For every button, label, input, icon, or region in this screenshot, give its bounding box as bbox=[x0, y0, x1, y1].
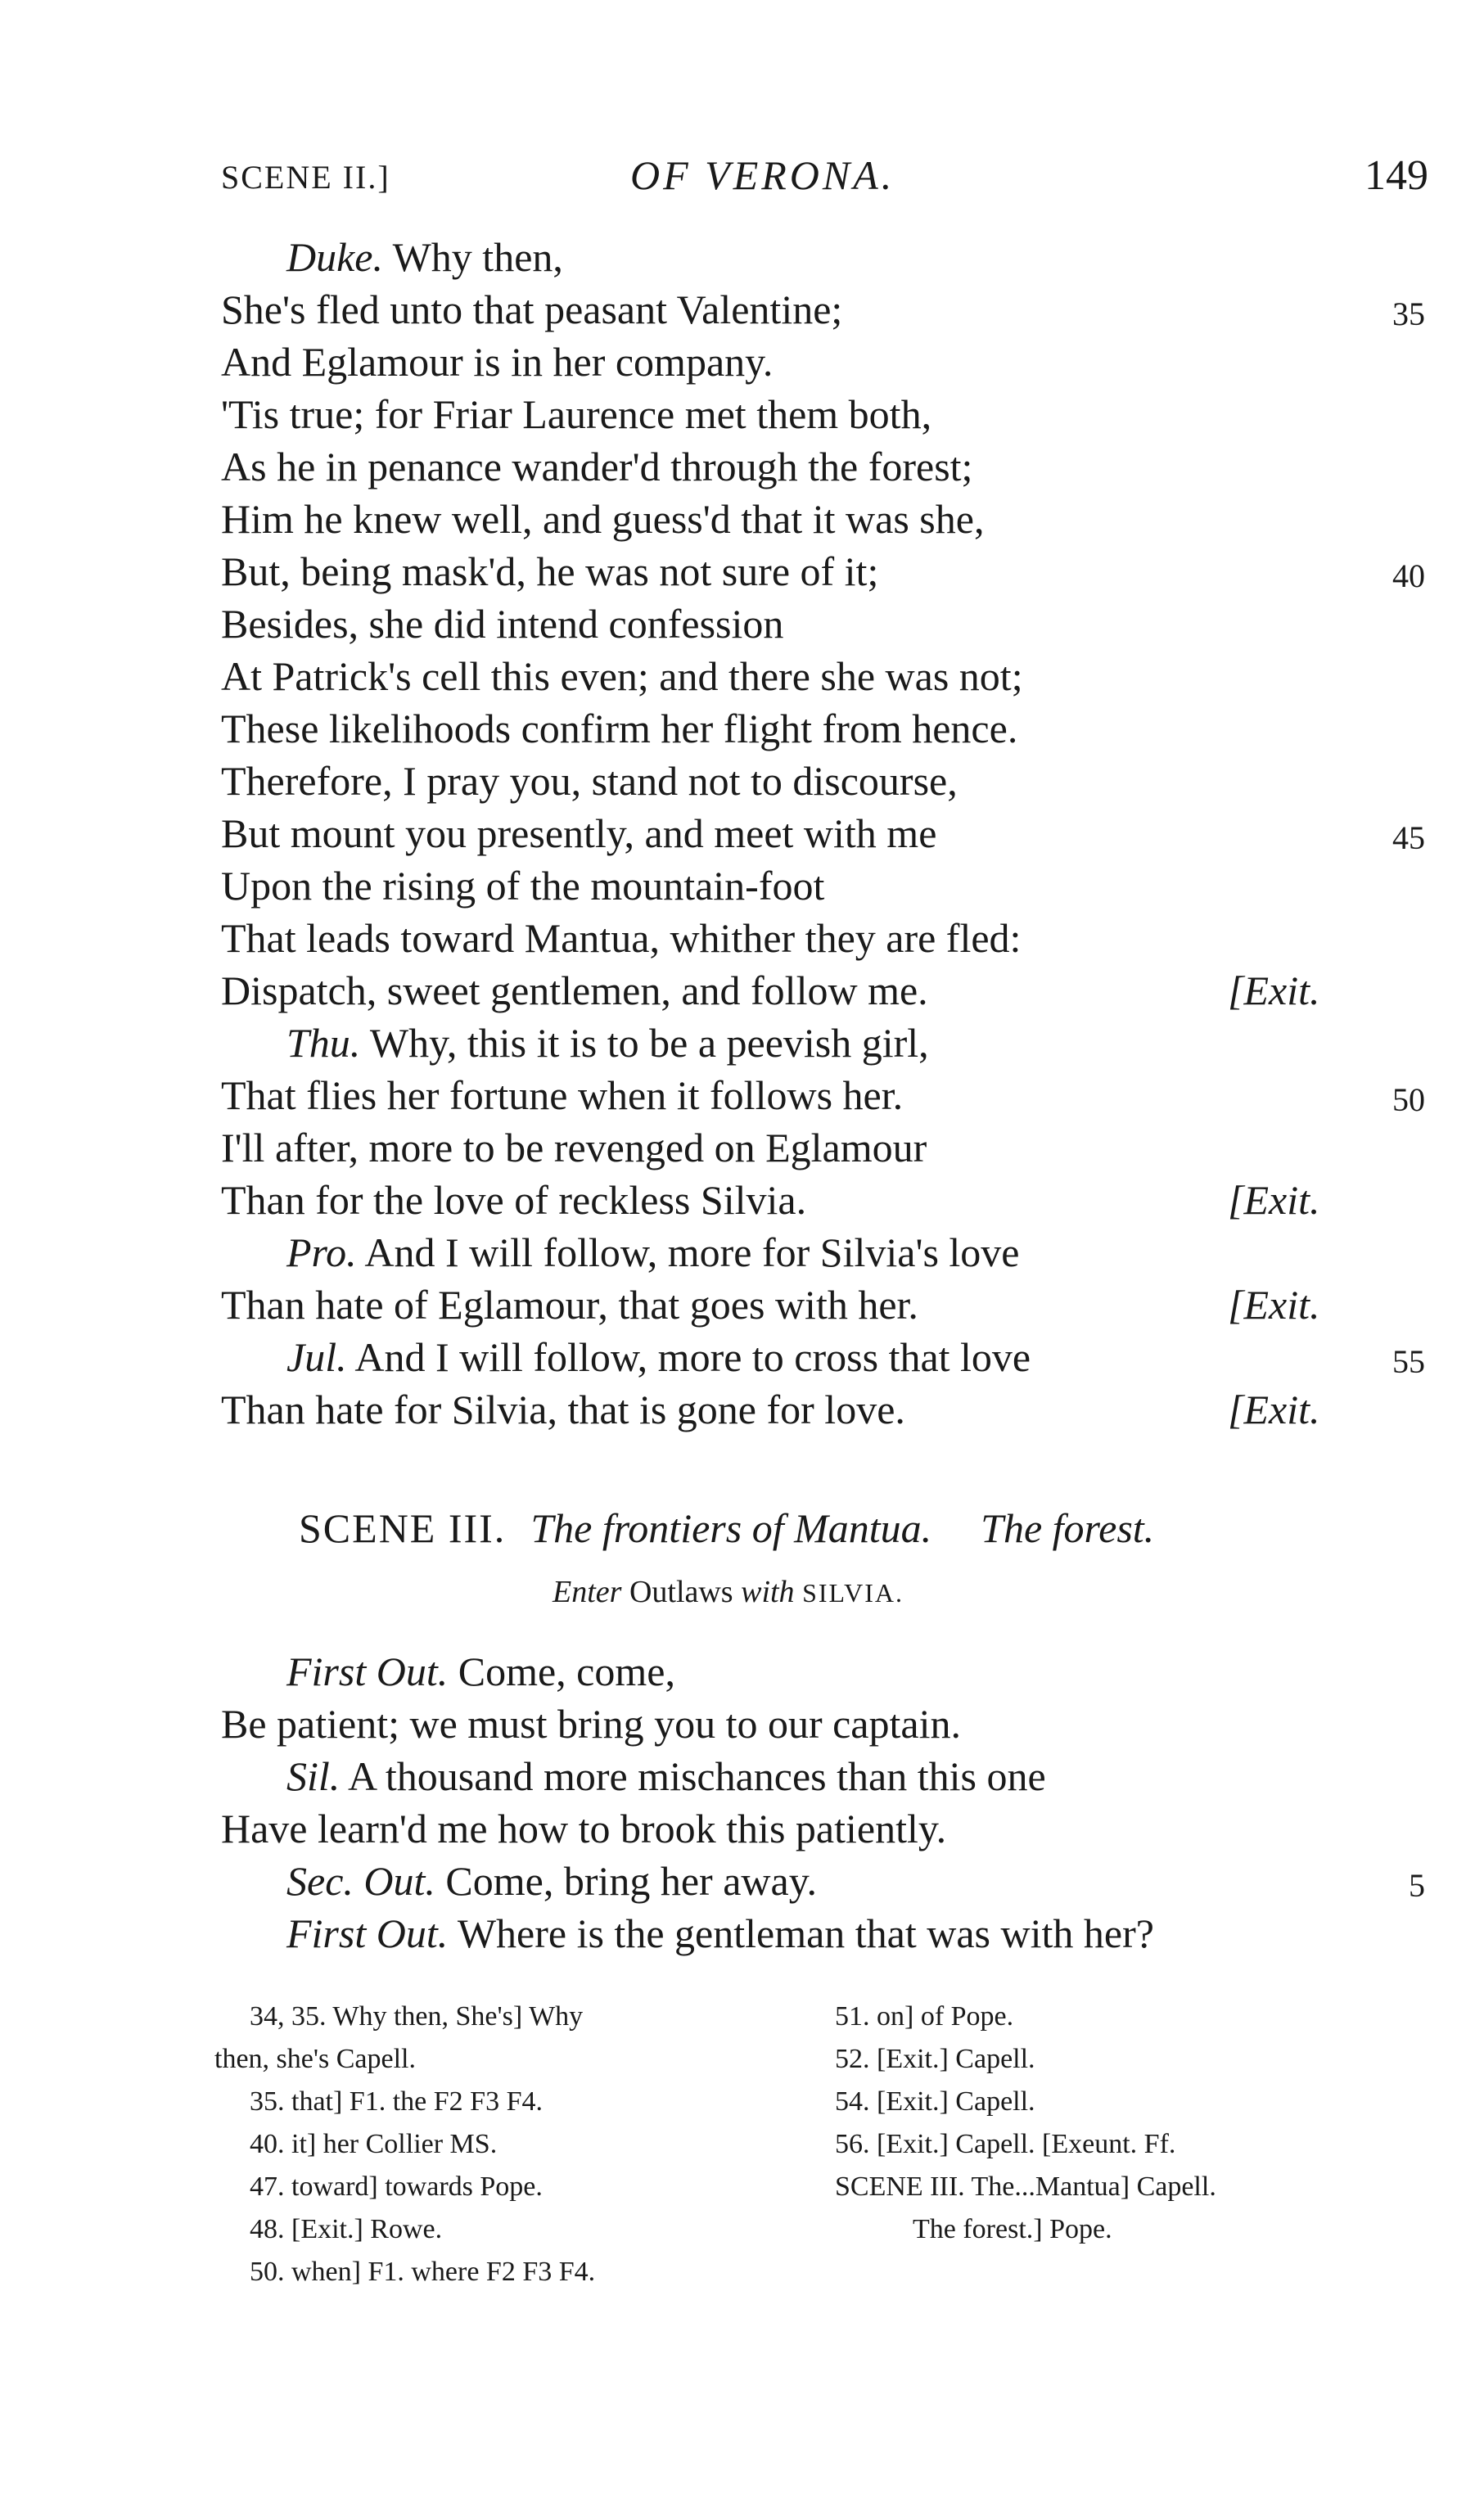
footnote-left: 47. toward] towards Pope. bbox=[250, 2172, 543, 2202]
verse-text: A thousand more mischances than this one bbox=[348, 1753, 1046, 1799]
verse-line bbox=[286, 1645, 675, 1698]
verse-line bbox=[286, 1226, 1020, 1279]
running-header bbox=[221, 151, 1428, 217]
exit-label: [Exit. bbox=[1228, 1177, 1320, 1223]
verse-line bbox=[221, 388, 931, 440]
verse-text: Therefore, I pray you, stand not to discourse, bbox=[221, 758, 958, 804]
stage-outlaws: Outlaws bbox=[629, 1575, 733, 1609]
stage-enter: Enter bbox=[553, 1575, 622, 1609]
exit-label: [Exit. bbox=[1228, 967, 1320, 1013]
verse-text: And Eglamour is in her company. bbox=[221, 339, 774, 385]
verse-text: Than hate of Eglamour, that goes with her. bbox=[221, 1282, 918, 1328]
verse-line bbox=[221, 859, 824, 912]
verse-text: Him he knew well, and guess'd that it was she, bbox=[221, 496, 985, 542]
verse-text: Besides, she did intend confession bbox=[221, 601, 784, 647]
verse-line bbox=[221, 1698, 961, 1750]
verse-line bbox=[286, 1750, 1046, 1802]
speaker-name: Duke. bbox=[286, 234, 383, 280]
scene-reference: SCENE II.] bbox=[221, 159, 390, 196]
verse-text: Come, bring her away. bbox=[445, 1858, 817, 1904]
scene-place: The frontiers of Mantua. bbox=[530, 1505, 932, 1551]
stage-exit bbox=[1228, 964, 1319, 1017]
footnote-left: 50. when] F1. where F2 F3 F4. bbox=[250, 2257, 596, 2287]
scene-heading bbox=[299, 1502, 1154, 1554]
line-number: 35 bbox=[1392, 295, 1425, 332]
verse-line bbox=[221, 545, 878, 598]
verse-line bbox=[221, 336, 773, 388]
speaker-name: Thu. bbox=[286, 1020, 361, 1066]
running-title: OF VERONA. bbox=[630, 152, 895, 198]
verse-text: Than for the love of reckless Silvia. bbox=[221, 1177, 807, 1223]
verse-line bbox=[221, 1802, 946, 1855]
footnote-right: 56. [Exit.] Capell. [Exeunt. Ff. bbox=[835, 2129, 1176, 2159]
footnote-left: 40. it] her Collier MS. bbox=[250, 2129, 498, 2159]
speaker-name: Sil. bbox=[286, 1753, 341, 1799]
verse-line bbox=[221, 1174, 806, 1226]
verse-line bbox=[221, 493, 984, 545]
speaker-name: Pro. bbox=[286, 1229, 357, 1275]
verse-text: That leads toward Mantua, whither they are fled: bbox=[221, 915, 1022, 961]
footnote-right: The forest.] Pope. bbox=[913, 2214, 1112, 2244]
verse-text: At Patrick's cell this even; and there she was not; bbox=[221, 653, 1023, 699]
footnote-right: 51. on] of Pope. bbox=[835, 2001, 1014, 2032]
verse-text: Have learn'd me how to brook this patiently. bbox=[221, 1806, 947, 1851]
page-number: 149 bbox=[1364, 152, 1428, 199]
verse-line bbox=[221, 440, 972, 493]
verse-line bbox=[221, 1383, 905, 1436]
verse-line bbox=[286, 231, 563, 283]
exit-label: [Exit. bbox=[1228, 1282, 1320, 1328]
scene-number: SCENE III. bbox=[299, 1505, 507, 1551]
speaker-name: Jul. bbox=[286, 1334, 347, 1380]
stage-exit bbox=[1228, 1174, 1319, 1226]
line-number: 45 bbox=[1392, 819, 1425, 856]
stage-silvia: SILVIA. bbox=[802, 1578, 904, 1608]
verse-line bbox=[221, 912, 1021, 964]
verse-text: 'Tis true; for Friar Laurence met them both, bbox=[221, 391, 932, 437]
verse-line bbox=[221, 1279, 918, 1331]
verse-text: And I will follow, more for Silvia's love bbox=[364, 1229, 1020, 1275]
line-number: 5 bbox=[1409, 1867, 1425, 1904]
verse-text: Why, this it is to be a peevish girl, bbox=[369, 1020, 929, 1066]
verse-line bbox=[221, 598, 783, 650]
footnote-left: 35. that] F1. the F2 F3 F4. bbox=[250, 2086, 543, 2117]
verse-text: But, being mask'd, he was not sure of it; bbox=[221, 548, 879, 594]
verse-line bbox=[286, 1855, 817, 1907]
verse-line bbox=[286, 1331, 1031, 1383]
speaker-name: First Out. bbox=[286, 1648, 449, 1694]
line-number: 55 bbox=[1392, 1343, 1425, 1380]
line-number: 40 bbox=[1392, 557, 1425, 594]
verse-line bbox=[221, 964, 928, 1017]
verse-text: Upon the rising of the mountain-foot bbox=[221, 863, 825, 909]
verse-text: Come, come, bbox=[458, 1648, 675, 1694]
verse-text: I'll after, more to be revenged on Eglamour bbox=[221, 1125, 927, 1170]
verse-line bbox=[221, 1121, 927, 1174]
verse-text: That flies her fortune when it follows her. bbox=[221, 1072, 904, 1118]
verse-line bbox=[221, 807, 936, 859]
verse-text: Dispatch, sweet gentlemen, and follow me. bbox=[221, 967, 928, 1013]
footnote-right: 54. [Exit.] Capell. bbox=[835, 2086, 1035, 2117]
verse-text: She's fled unto that peasant Valentine; bbox=[221, 286, 843, 332]
verse-line bbox=[221, 702, 1017, 755]
verse-line bbox=[286, 1017, 929, 1069]
verse-line bbox=[221, 1069, 903, 1121]
verse-text: Where is the gentleman that was with her? bbox=[457, 1910, 1154, 1956]
verse-text: Why then, bbox=[392, 234, 563, 280]
footnote-left: then, she's Capell. bbox=[214, 2044, 416, 2074]
verse-text: But mount you presently, and meet with me bbox=[221, 810, 937, 856]
footnote-right: 52. [Exit.] Capell. bbox=[835, 2044, 1035, 2074]
footnote-left: 48. [Exit.] Rowe. bbox=[250, 2214, 443, 2244]
stage-exit bbox=[1228, 1383, 1319, 1436]
verse-line bbox=[221, 755, 958, 807]
verse-text: Than hate for Silvia, that is gone for love. bbox=[221, 1387, 905, 1432]
speaker-name: Sec. Out. bbox=[286, 1858, 435, 1904]
exit-label: [Exit. bbox=[1228, 1387, 1320, 1432]
verse-line bbox=[221, 283, 842, 336]
verse-text: These likelihoods confirm her flight from hence. bbox=[221, 706, 1018, 751]
verse-text: Be patient; we must bring you to our captain. bbox=[221, 1701, 961, 1747]
verse-line bbox=[286, 1907, 1154, 1960]
verse-text: And I will follow, more to cross that love bbox=[354, 1334, 1031, 1380]
footnote-left: 34, 35. Why then, She's] Why bbox=[250, 2001, 584, 2032]
stage-with: with bbox=[741, 1575, 795, 1609]
verse-line bbox=[221, 650, 1023, 702]
stage-exit bbox=[1228, 1279, 1319, 1331]
stage-direction bbox=[553, 1572, 904, 1613]
footnote-right: SCENE III. The...Mantua] Capell. bbox=[835, 2172, 1216, 2202]
speaker-name: First Out. bbox=[286, 1910, 449, 1956]
line-number: 50 bbox=[1392, 1081, 1425, 1118]
verse-text: As he in penance wander'd through the forest; bbox=[221, 444, 973, 489]
scene-setting: The forest. bbox=[981, 1505, 1155, 1551]
